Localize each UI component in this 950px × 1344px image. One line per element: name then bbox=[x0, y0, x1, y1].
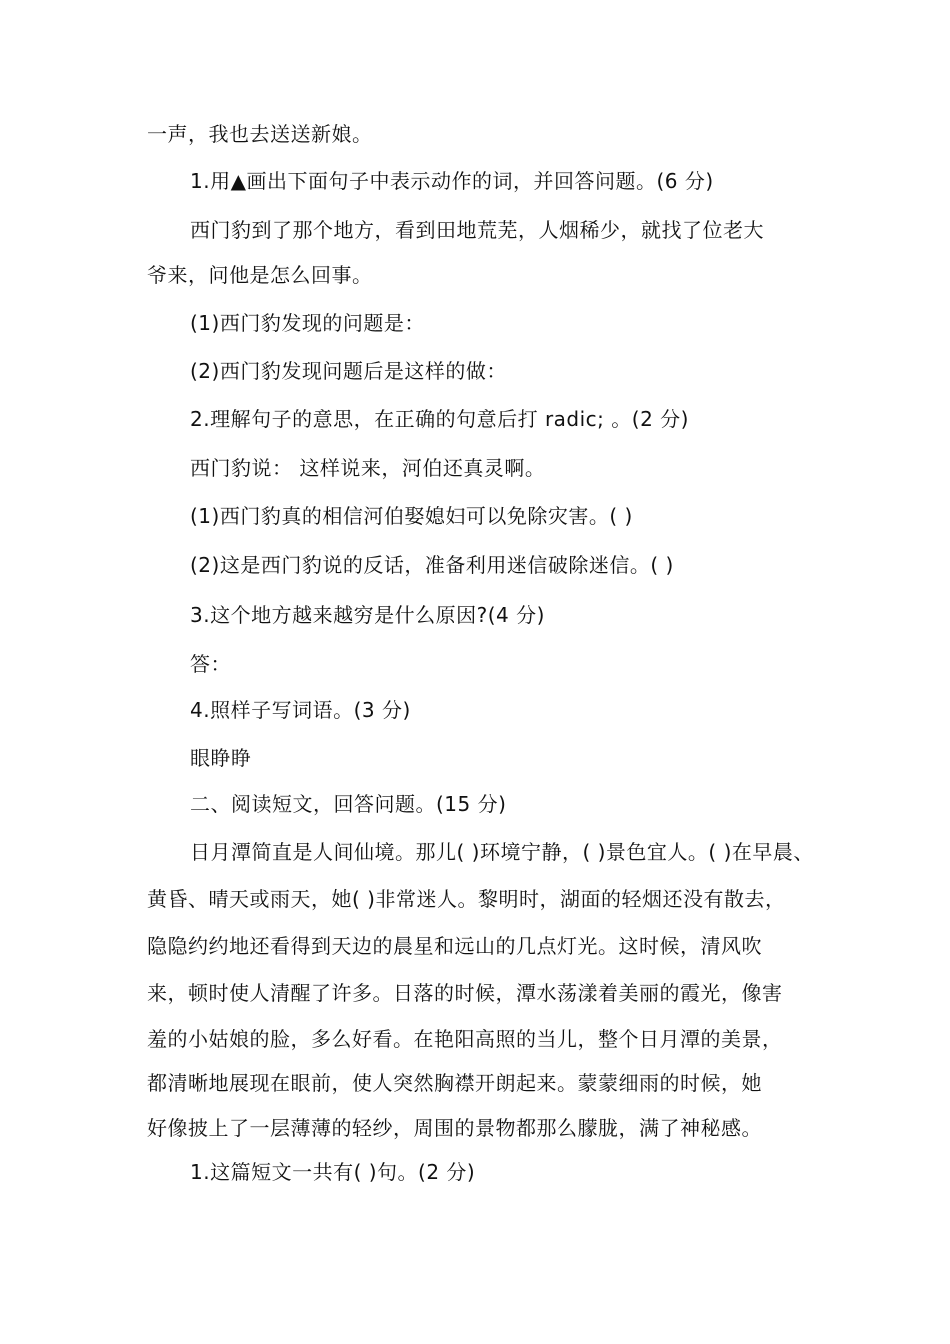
passage-line: 羞的小姑娘的脸，多么好看。在艳阳高照的当儿，整个日月潭的美景， bbox=[147, 1027, 783, 1051]
passage-line: 隐隐约约地还看得到天边的晨星和远山的几点灯光。这时候，清风吹 bbox=[147, 934, 762, 958]
text-line: 眼睁睁 bbox=[190, 746, 252, 770]
text-line: 西门豹说： 这样说来，河伯还真灵啊。 bbox=[190, 456, 546, 480]
answer-label: 答： bbox=[190, 652, 231, 676]
question-line: 4.照样子写词语。(3 分) bbox=[190, 698, 411, 722]
text-line: 西门豹到了那个地方，看到田地荒芜，人烟稀少，就找了位老大 bbox=[190, 218, 764, 242]
text-line: 一声，我也去送送新娘。 bbox=[147, 122, 373, 146]
passage-line: 日月潭简直是人间仙境。那儿( )环境宁静，( )景色宜人。( )在早晨、 bbox=[190, 840, 814, 864]
question-line: 2.理解句子的意思，在正确的句意后打 radic; 。(2 分) bbox=[190, 407, 689, 431]
question-line: 1.用▲画出下面句子中表示动作的词，并回答问题。(6 分) bbox=[190, 169, 714, 193]
text-line: 爷来，问他是怎么回事。 bbox=[147, 263, 373, 287]
passage-line: 来，顿时使人清醒了许多。日落的时候，潭水荡漾着美丽的霞光，像害 bbox=[147, 981, 783, 1005]
question-line: (2)西门豹发现问题后是这样的做： bbox=[190, 359, 507, 383]
passage-line: 黄昏、晴天或雨天，她( )非常迷人。黎明时，湖面的轻烟还没有散去， bbox=[147, 887, 786, 911]
section-heading: 二、阅读短文，回答问题。(15 分) bbox=[190, 792, 507, 816]
question-line: (1)西门豹真的相信河伯娶媳妇可以免除灾害。( ) bbox=[190, 504, 633, 528]
question-line: (2)这是西门豹说的反话，准备利用迷信破除迷信。( ) bbox=[190, 553, 674, 577]
question-line: 3.这个地方越来越穷是什么原因?(4 分) bbox=[190, 603, 545, 627]
question-line: 1.这篇短文一共有( )句。(2 分) bbox=[190, 1160, 476, 1184]
passage-line: 好像披上了一层薄薄的轻纱，周围的景物都那么朦胧，满了神秘感。 bbox=[147, 1116, 762, 1140]
passage-line: 都清晰地展现在眼前，使人突然胸襟开朗起来。蒙蒙细雨的时候，她 bbox=[147, 1071, 762, 1095]
question-line: (1)西门豹发现的问题是： bbox=[190, 311, 425, 335]
